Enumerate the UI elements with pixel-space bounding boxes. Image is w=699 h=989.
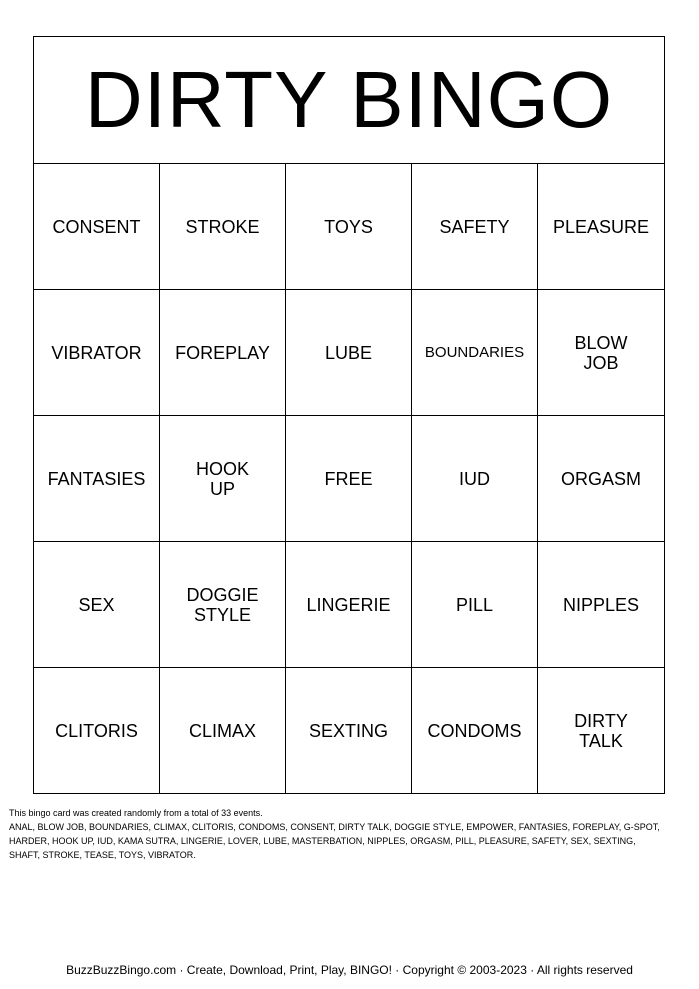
bingo-cell: BOUNDARIES xyxy=(412,290,538,416)
bingo-cell: CLITORIS xyxy=(34,668,160,794)
title-box xyxy=(34,37,664,164)
bingo-cell: TOYS xyxy=(286,164,412,290)
bingo-cell: SAFETY xyxy=(412,164,538,290)
bingo-cell: DOGGIE STYLE xyxy=(160,542,286,668)
bingo-cell: CLIMAX xyxy=(160,668,286,794)
footer-text: BuzzBuzzBingo.com · Create, Download, Print, Play, BINGO! · Copyright © 2003-2023 · All rights reserved xyxy=(66,963,633,977)
bingo-cell: PLEASURE xyxy=(538,164,664,290)
bingo-cell: CONDOMS xyxy=(412,668,538,794)
notes-summary: This bingo card was created randomly from a total of 33 events. xyxy=(9,808,263,818)
bingo-grid xyxy=(34,164,664,794)
bingo-cell: SEX xyxy=(34,542,160,668)
bingo-cell: SEXTING xyxy=(286,668,412,794)
bingo-cell: ORGASM xyxy=(538,416,664,542)
notes-event-list: ANAL, BLOW JOB, BOUNDARIES, CLIMAX, CLITORIS, CONDOMS, CONSENT, DIRTY TALK, DOGGIE STYLE, EMPOWER, FANTASIES, FOREPLAY, G-SPOT, HARDER, HOOK UP, IUD, KAMA SUTRA, LINGERIE, LOVER, LUBE, MASTERBATION, NIPPLES, ORGASM, PILL, PLEASURE, SAFETY, SEX, SEXTING, SHAFT, STROKE, TEASE, TOYS, VIBRATOR. xyxy=(9,822,660,860)
bingo-cell: LINGERIE xyxy=(286,542,412,668)
bingo-cell: NIPPLES xyxy=(538,542,664,668)
bingo-cell: DIRTY TALK xyxy=(574,711,628,751)
bingo-cell: STROKE xyxy=(160,164,286,290)
bingo-cell: CONSENT xyxy=(34,164,160,290)
page-title: DIRTY BINGO xyxy=(84,55,614,144)
bingo-cell: LUBE xyxy=(286,290,412,416)
bingo-cell: VIBRATOR xyxy=(34,290,160,416)
bingo-cell: PILL xyxy=(412,542,538,668)
bingo-cell: FANTASIES xyxy=(34,416,160,542)
bingo-cell: HOOK UP xyxy=(160,416,286,542)
bingo-cell: FREE xyxy=(286,416,412,542)
card-notes xyxy=(9,806,669,862)
bingo-cell: IUD xyxy=(412,416,538,542)
bingo-cell: FOREPLAY xyxy=(160,290,286,416)
bingo-cell: BLOW JOB xyxy=(538,290,664,416)
bingo-card xyxy=(33,36,665,794)
